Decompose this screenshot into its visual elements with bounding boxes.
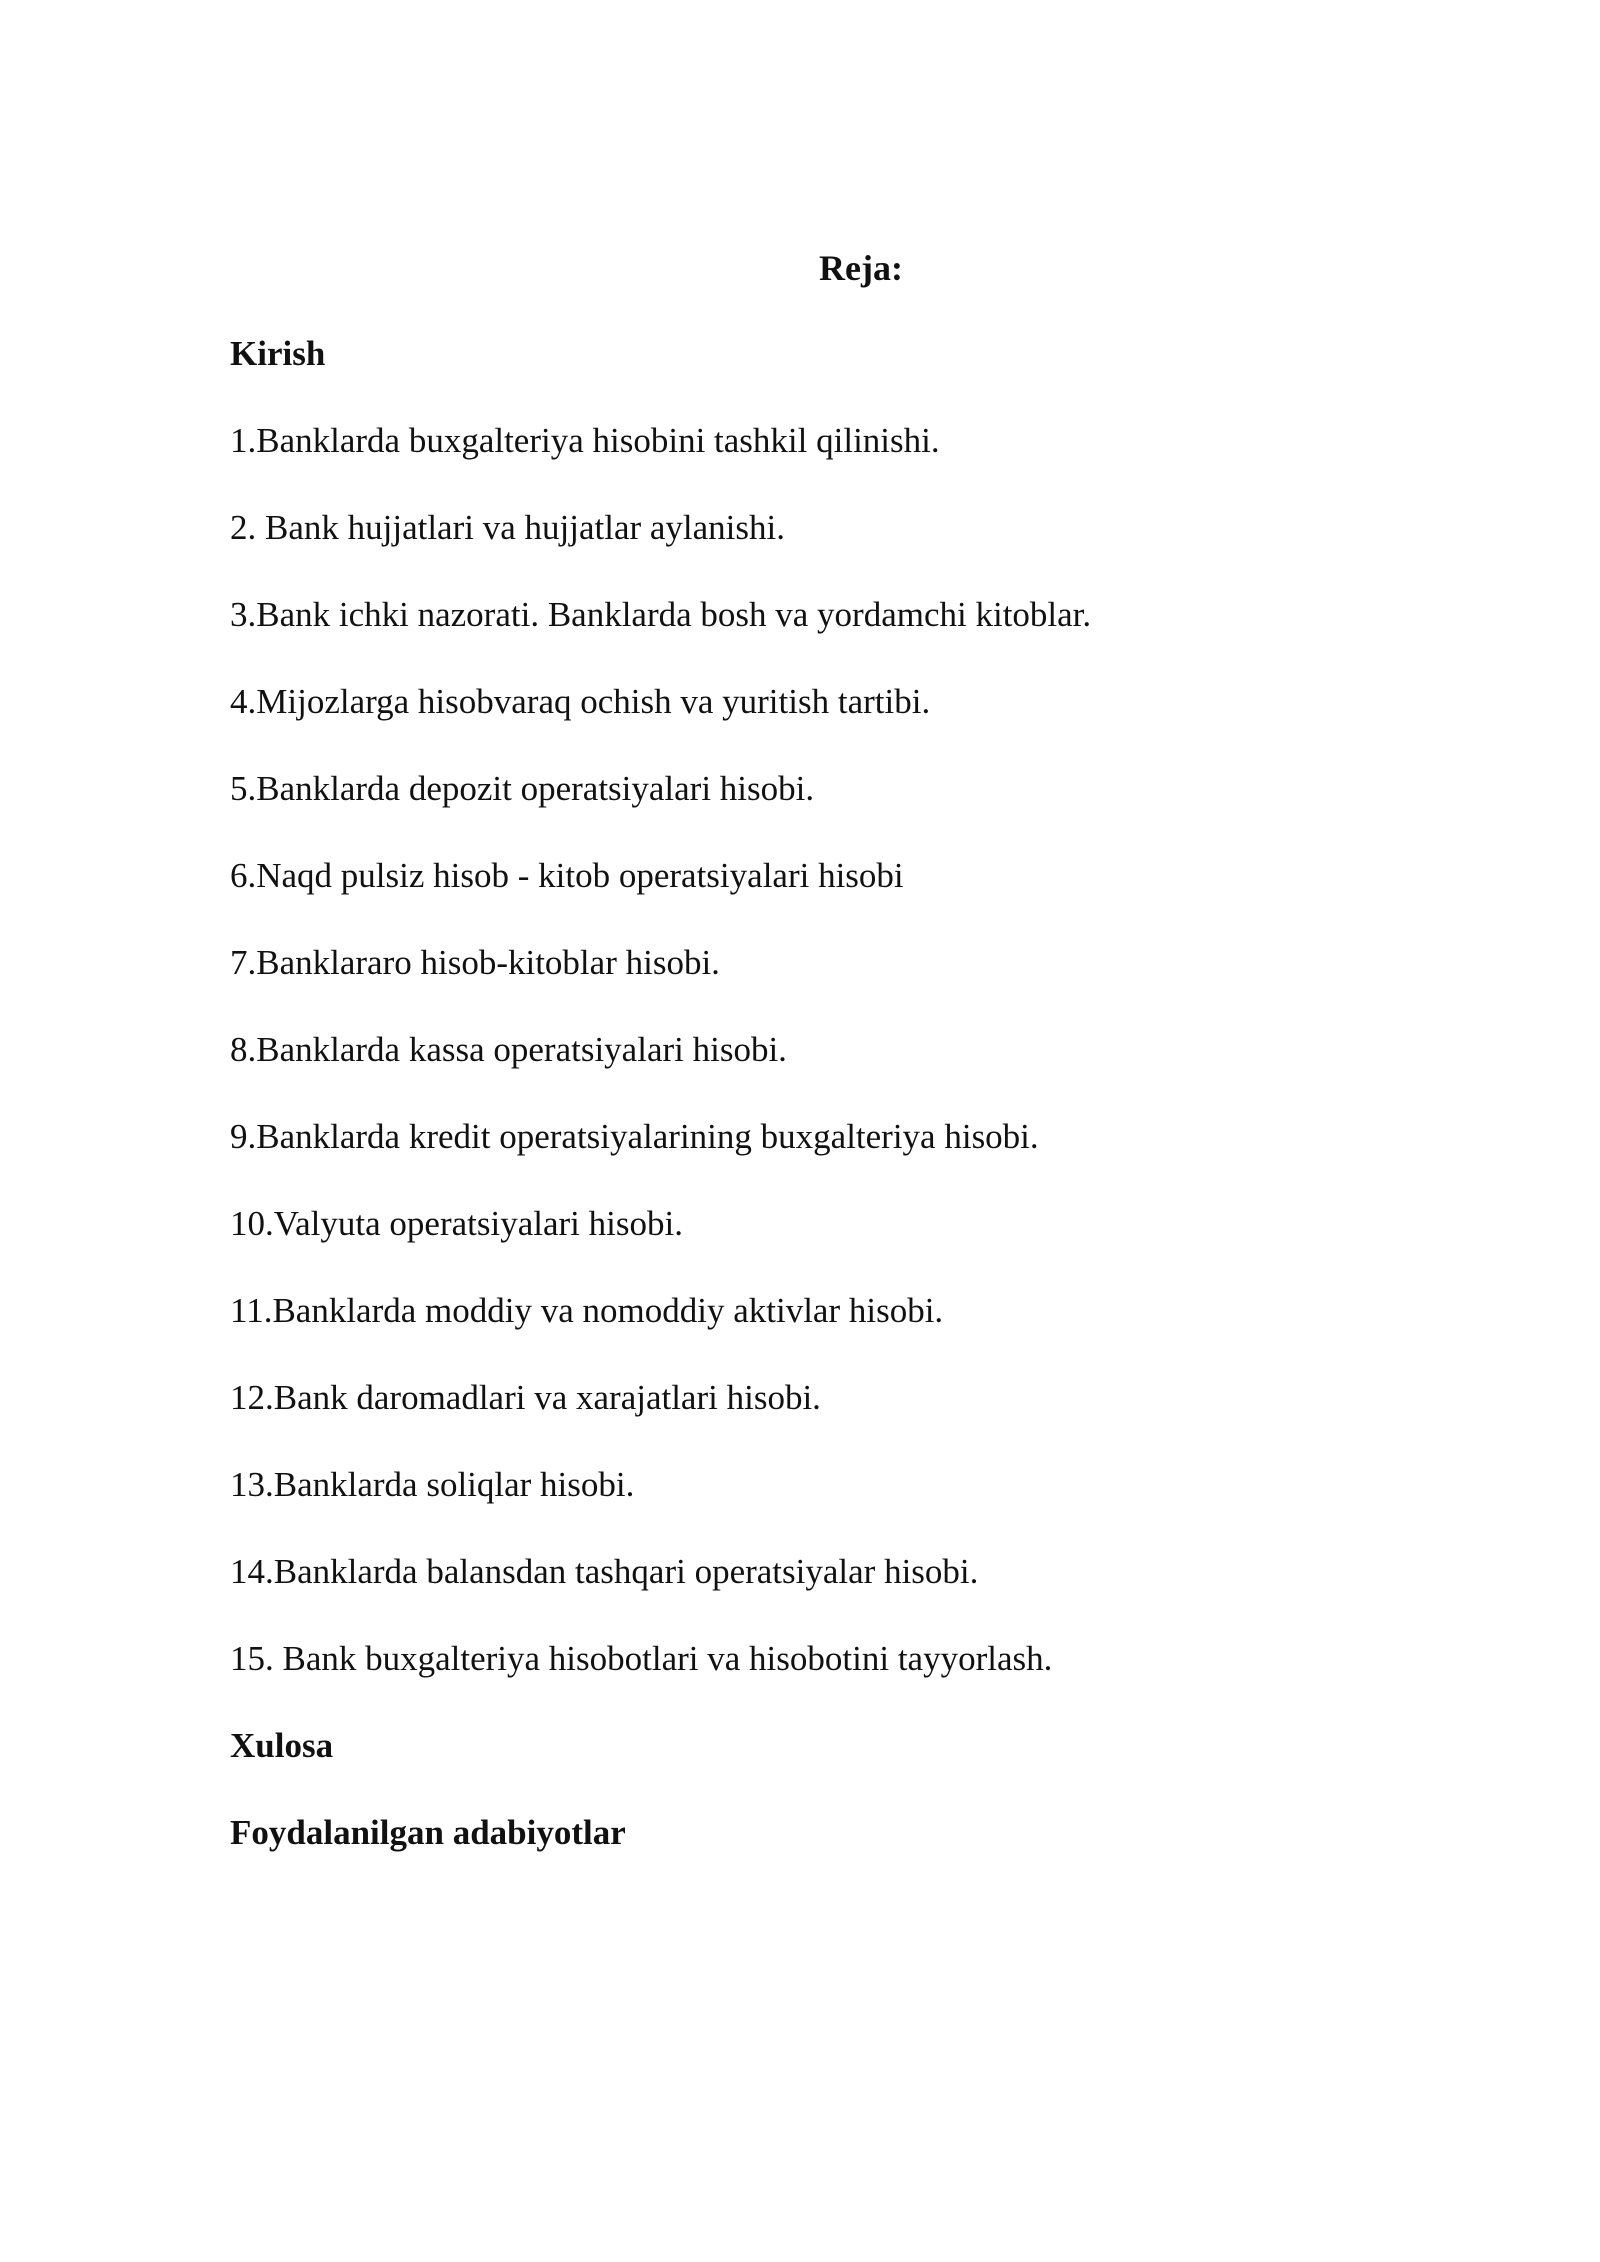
- section-references: Foydalanilgan adabiyotlar: [230, 1813, 626, 1852]
- list-item: 8.Banklarda kassa operatsiyalari hisobi.: [230, 1030, 787, 1069]
- table-of-contents: [230, 330, 1430, 1896]
- list-item: 14.Banklarda balansdan tashqari operatsiyalar hisobi.: [230, 1552, 979, 1591]
- section-conclusion: Xulosa: [230, 1726, 334, 1765]
- list-item: 4.Mijozlarga hisobvaraq ochish va yuritish tartibi.: [230, 682, 931, 721]
- list-item: 10.Valyuta operatsiyalari hisobi.: [230, 1204, 683, 1243]
- list-item: 15. Bank buxgalteriya hisobotlari va hisobotini tayyorlash.: [230, 1639, 1053, 1678]
- list-item: 5.Banklarda depozit operatsiyalari hisobi.: [230, 769, 815, 808]
- list-item: 2. Bank hujjatlari va hujjatlar aylanishi.: [230, 508, 785, 547]
- list-item: 12.Bank daromadlari va xarajatlari hisobi.: [230, 1378, 821, 1417]
- page-title: Reja:: [819, 248, 903, 288]
- list-item: 3.Bank ichki nazorati. Banklarda bosh va yordamchi kitoblar.: [230, 595, 1092, 634]
- list-item: 11.Banklarda moddiy va nomoddiy aktivlar hisobi.: [230, 1291, 944, 1330]
- list-item: 9.Banklarda kredit operatsiyalarining buxgalteriya hisobi.: [230, 1117, 1039, 1156]
- list-item: 6.Naqd pulsiz hisob - kitob operatsiyalari hisobi: [230, 856, 904, 895]
- list-item: 1.Banklarda buxgalteriya hisobini tashkil qilinishi.: [230, 421, 940, 460]
- list-item: 13.Banklarda soliqlar hisobi.: [230, 1465, 635, 1504]
- list-item: 7.Banklararo hisob-kitoblar hisobi.: [230, 943, 720, 982]
- section-intro: Kirish: [230, 334, 326, 373]
